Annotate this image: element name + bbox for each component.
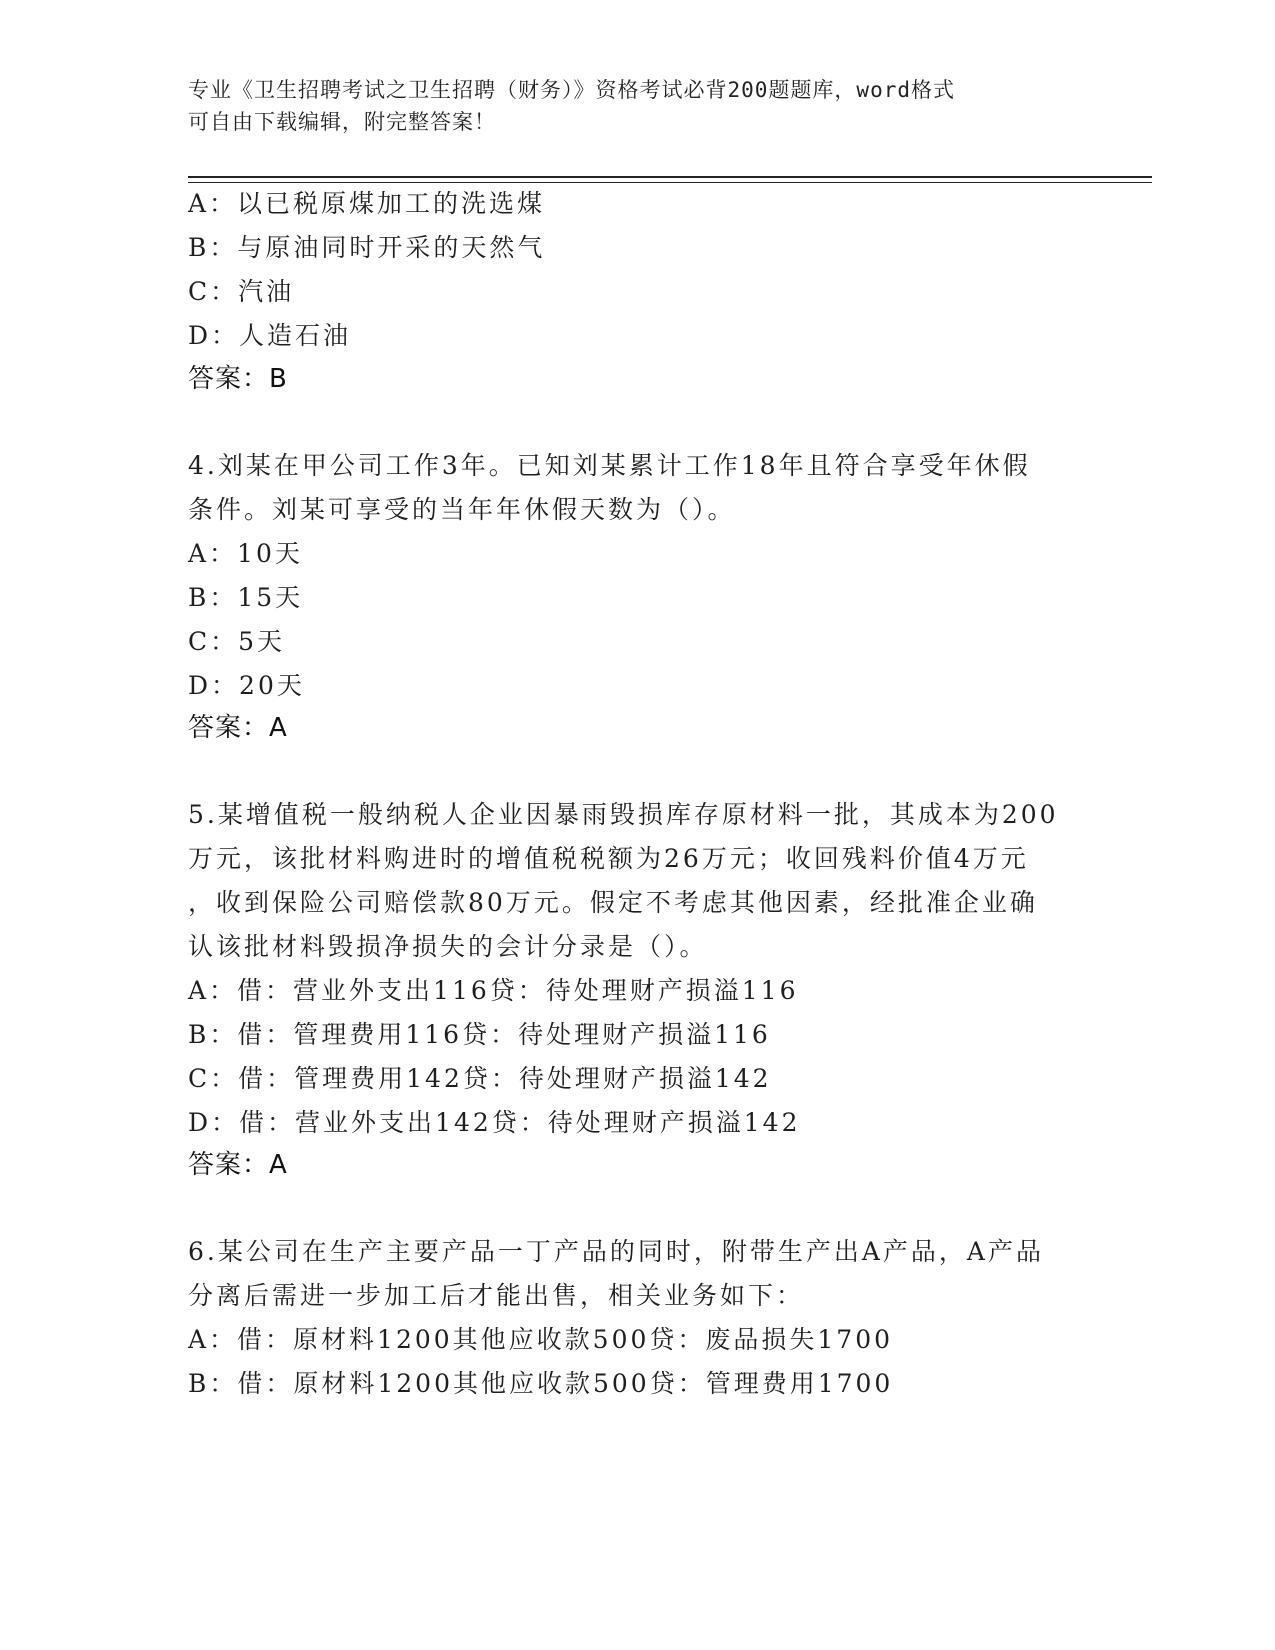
q5-option-b: B：借：管理费用116贷：待处理财产损溢116 xyxy=(188,1020,771,1049)
q4-option-b: B：15天 xyxy=(188,583,304,612)
q5-option-a: A：借：营业外支出116贷：待处理财产损溢116 xyxy=(188,976,799,1005)
q4-stem-line-1: 4.刘某在甲公司工作3年。已知刘某累计工作18年且符合享受年休假 xyxy=(188,451,1031,480)
q5-option-d: D：借：营业外支出142贷：待处理财产损溢142 xyxy=(188,1108,801,1137)
q5-option-c: C：借：管理费用142贷：待处理财产损溢142 xyxy=(188,1064,772,1093)
q5-stem-line-3: ，收到保险公司赔偿款80万元。假定不考虑其他因素，经批准企业确 xyxy=(188,888,1038,917)
q6-stem-line-1: 6.某公司在生产主要产品一丁产品的同时，附带生产出A产品，A产品 xyxy=(188,1237,1044,1266)
header-line-1: 专业《卫生招聘考试之卫生招聘（财务）》资格考试必背200题题库，word格式 xyxy=(188,78,955,102)
q4-option-c: C：5天 xyxy=(188,627,286,656)
document-header xyxy=(188,74,1068,138)
q3-answer: 答案：B xyxy=(188,364,288,394)
q4-answer: 答案：A xyxy=(188,713,288,743)
q5-stem-line-1: 5.某增值税一般纳税人企业因暴雨毁损库存原材料一批，其成本为200 xyxy=(188,800,1059,829)
q5-answer: 答案：A xyxy=(188,1150,288,1180)
header-rule-thin xyxy=(188,182,1152,183)
q3-option-b: B：与原油同时开采的天然气 xyxy=(188,233,546,262)
header-line-2: 可自由下载编辑，附完整答案！ xyxy=(188,110,496,134)
q6-option-a: A：借：原材料1200其他应收款500贷：废品损失1700 xyxy=(188,1325,894,1354)
q4-option-d: D：20天 xyxy=(188,671,305,700)
q6-stem-line-2: 分离后需进一步加工后才能出售，相关业务如下： xyxy=(188,1281,805,1310)
q6-option-b: B：借：原材料1200其他应收款500贷：管理费用1700 xyxy=(188,1369,894,1398)
q3-option-d: D：人造石油 xyxy=(188,321,352,350)
q5-stem-line-4: 认该批材料毁损净损失的会计分录是（）。 xyxy=(188,932,708,961)
q3-option-a: A：以已税原煤加工的洗选煤 xyxy=(188,189,546,218)
q5-stem-line-2: 万元，该批材料购进时的增值税税额为26万元；收回残料价值4万元 xyxy=(188,844,1029,873)
q4-stem-line-2: 条件。刘某可享受的当年年休假天数为（）。 xyxy=(188,495,736,524)
header-rule-thick xyxy=(188,176,1152,178)
q3-option-c: C：汽油 xyxy=(188,277,295,306)
q4-option-a: A：10天 xyxy=(188,539,303,568)
